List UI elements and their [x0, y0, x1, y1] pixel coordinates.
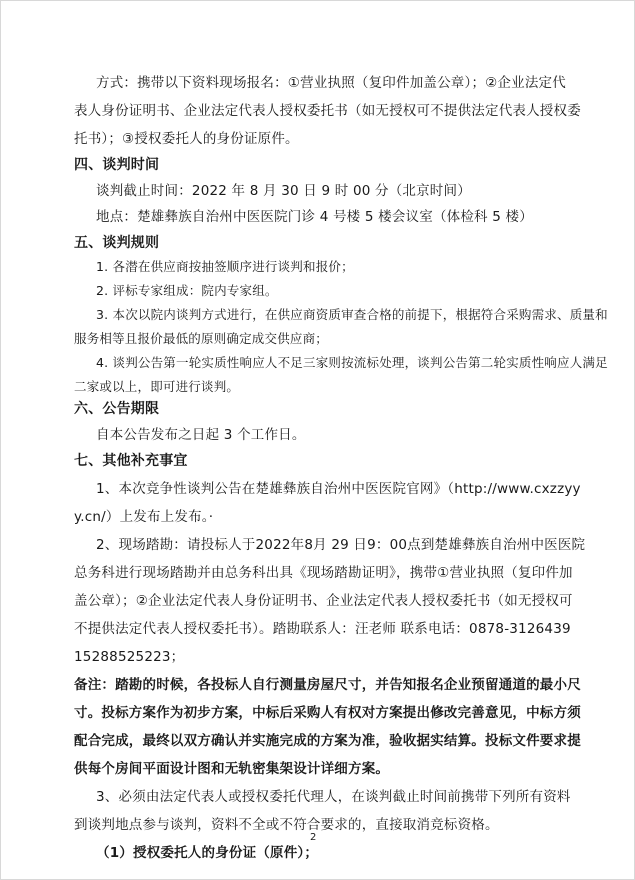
text-line: 15288525223；	[74, 649, 185, 665]
text-line: 配合完成，最终以双方确认并实施完成的方案为准，验收据实结算。投标文件要求提	[74, 733, 581, 749]
text-line: 2、现场踏勘：请投标人于2022年8月 29 日9：00点到楚雄彝族自治州中医医院	[96, 537, 586, 553]
text-line: 托书）；③授权委托人的身份证原件。	[74, 131, 299, 147]
text-line: 自本公告发布之日起 3 个工作日。	[96, 427, 306, 443]
text-line: 1. 各潜在供应商按抽签顺序进行谈判和报价；	[96, 259, 354, 274]
page-number: 2	[310, 832, 317, 843]
text-line: 服务相等且报价最低的原则确定成交供应商；	[74, 331, 329, 346]
text-line: 表人身份证明书、企业法定代表人授权委托书（如无授权可不提供法定代表人授权委	[74, 103, 581, 119]
text-line: 四、谈判时间	[74, 157, 160, 173]
text-line: 五、谈判规则	[74, 235, 160, 251]
text-line: 4. 谈判公告第一轮实质性响应人不足三家则按流标处理，谈判公告第二轮实质性响应人满足	[96, 355, 608, 370]
text-line: 总务科进行现场踏勘并由总务科出具《现场踏勘证明》，携带①营业执照（复印件加	[74, 565, 573, 581]
text-line: 备注：踏勘的时候，各投标人自行测量房屋尺寸，并告知报名企业预留通道的最小尺	[74, 677, 581, 693]
text-line: （1）授权委托人的身份证（原件）；	[96, 845, 319, 861]
text-line: 六、公告期限	[74, 401, 160, 417]
text-line: 地点：楚雄彝族自治州中医医院门诊 4 号楼 5 楼会议室（体检科 5 楼）	[96, 209, 533, 225]
text-line: 2. 评标专家组成：院内专家组。	[96, 283, 278, 298]
text-line: 到谈判地点参与谈判，资料不全或不符合要求的，直接取消竞标资格。	[74, 817, 499, 833]
text-line: 不提供法定代表人授权委托书）。踏勘联系人：汪老师 联系电话：0878-3126439	[74, 621, 571, 637]
text-line: 七、其他补充事宜	[74, 453, 188, 469]
text-line: 3、必须由法定代表人或授权委托代理人，在谈判截止时间前携带下列所有资料	[96, 789, 571, 805]
text-line: y.cn/）上发布上发布。·	[74, 509, 214, 525]
text-line: 盖公章）；②企业法定代表人身份证明书、企业法定代表人授权委托书（如无授权可	[74, 593, 573, 609]
text-line: 1、本次竞争性谈判公告在楚雄彝族自治州中医医院官网》（http://www.cxzzyy	[96, 481, 581, 497]
text-line: 供每个房间平面设计图和无轨密集架设计详细方案。	[74, 761, 390, 777]
text-line: 寸。投标方案作为初步方案，中标后采购人有权对方案提出修改完善意见，中标方须	[74, 705, 581, 721]
text-line: 谈判截止时间：2022 年 8 月 30 日 9 时 00 分（北京时间）	[96, 183, 471, 199]
text-line: 方式：携带以下资料现场报名：①营业执照（复印件加盖公章）；②企业法定代	[96, 75, 566, 91]
text-line: 3. 本次以院内谈判方式进行，在供应商资质审查合格的前提下，根据符合采购需求、质量和	[96, 307, 608, 322]
text-line: 二家或以上，即可进行谈判。	[74, 379, 240, 394]
